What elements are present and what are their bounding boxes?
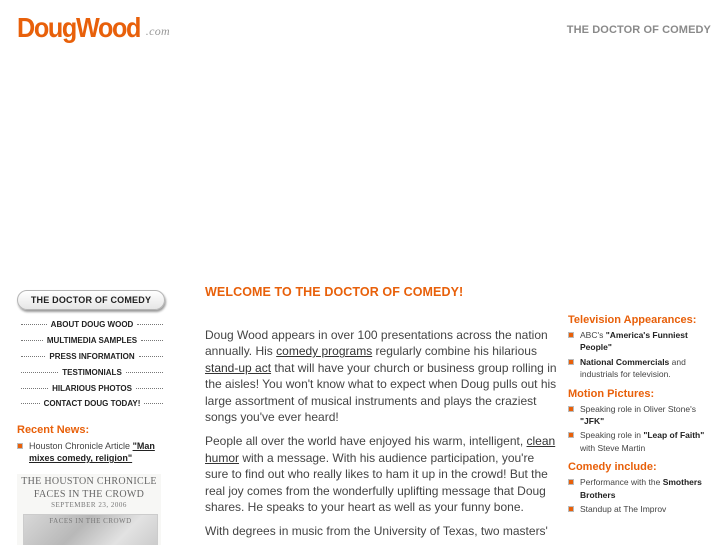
credits-column [568,312,716,521]
main-content [205,327,557,545]
nav-dots-right [144,403,163,404]
page-title: WELCOME TO THE DOCTOR OF COMEDY! [205,285,464,299]
logo-suffix: .com [145,24,170,38]
header-tagline: THE DOCTOR OF COMEDY [566,24,711,36]
nav-dots-left [21,340,43,341]
nav-item-label[interactable]: HILARIOUS PHOTOS [52,383,132,393]
p1-text-b: regularly combine his hilarious [372,344,537,359]
movie-item [568,403,716,428]
movie-item2-bold: "Leap of Faith" [643,430,705,441]
comedy-title: Comedy include: [568,461,657,474]
comedy-group [568,460,716,515]
tv-item2-text: and industrials for television. [580,356,686,380]
clipping-masthead-line1: THE HOUSTON CHRONICLE [21,476,157,487]
p1-text-c: that will have your church or business group rolling in the aisles! You won't know what to expect when Doug pulls out his large assortment of musical instruments and plays the craziest songs you've ever heard! [205,360,557,425]
second-paragraph [205,433,557,515]
movie-item2-text-c: with Steve Martin [580,442,646,453]
bullet-icon [568,479,574,485]
clean-humor-link[interactable]: clean humor [205,434,556,465]
bullet-icon [568,332,574,338]
nav-item-label[interactable]: MULTIMEDIA SAMPLES [46,336,138,346]
nav-dots-right [136,388,163,389]
intro-paragraph [205,327,557,425]
nav-item-label[interactable]: CONTACT DOUG TODAY! [43,399,141,409]
clipping-date: SEPTEMBER 23, 2006 [51,501,127,509]
nav-item-photos[interactable] [17,380,167,396]
tv-item2-bold: National Commercials [580,356,670,367]
nav-item-contact[interactable] [17,396,167,412]
bullet-icon [568,359,574,365]
site-logo[interactable] [17,10,170,42]
nav-dots-right [141,340,163,341]
sidebar-nav [17,317,167,412]
nav-item-press[interactable] [17,349,167,365]
movie-item1-text: Speaking role in Oliver Stone's [580,403,696,414]
clipping-masthead-line2: FACES IN THE CROWD [33,489,145,500]
comedy-item [568,503,716,515]
nav-item-label[interactable]: ABOUT DOUG WOOD [50,320,134,330]
comedy-item1-bold: Smothers Brothers [580,477,702,500]
comedy-programs-link[interactable]: comedy programs [276,344,373,359]
nav-item-testimonials[interactable] [17,364,167,380]
recent-news-title: Recent News: [17,424,90,436]
nav-dots-left [21,372,58,373]
bullet-icon [17,443,23,449]
tv-group [568,313,716,381]
comedy-item1-text: Performance with the [580,477,663,488]
nav-item-label[interactable]: TESTIMONIALS [62,367,122,377]
nav-dots-left [21,388,48,389]
tv-item1-bold: "America's Funniest People" [580,330,688,353]
nav-item-label[interactable]: PRESS INFORMATION [49,351,135,361]
news-item [17,440,167,464]
third-paragraph: With degrees in music from the University of Texas, two masters' [205,524,548,539]
tv-item [568,356,716,381]
comedy-item [568,476,716,501]
nav-heading[interactable]: THE DOCTOR OF COMEDY [17,290,165,310]
nav-dots-right [137,324,163,325]
clipping-caption: FACES IN THE CROWD [49,517,132,525]
nav-dots-left [21,324,47,325]
nav-dots-right [126,372,163,373]
stand-up-act-link[interactable]: stand-up act [205,360,272,375]
bullet-icon [568,432,574,438]
bullet-icon [568,406,574,412]
tv-item1-text: ABC's [580,330,606,340]
nav-dots-left [21,403,40,404]
movies-group [568,387,716,455]
tv-item [568,329,716,354]
movies-title: Motion Pictures: [568,387,655,400]
newspaper-clipping-image[interactable] [17,474,161,545]
p1-text-a: Doug Wood appears in over 100 presentations across the nation annually. His [205,328,548,359]
movie-item2-text: Speaking role in [580,430,644,441]
bullet-icon [568,506,574,512]
p2-text-b: with a message. With his audience participation, you're sure to find out who really likes to ham it up in the crowd! But the real joy comes from the wonderfully uplifting message that Doug shares. He speaks to your heart as well as your funny bone. [205,450,548,515]
nav-dots-right [139,356,163,357]
nav-item-multimedia[interactable] [17,333,167,349]
comedy-item2-text: Standup at The Improv [580,504,667,515]
news-item-source: Houston Chronicle Article [29,441,133,451]
movie-item1-bold: "JFK" [580,416,605,427]
news-article-link[interactable]: "Man mixes comedy, religion" [29,441,155,463]
clipping-photo [23,514,158,545]
tv-title: Television Appearances: [568,314,697,326]
nav-item-about[interactable] [17,317,167,333]
movie-item [568,429,716,454]
logo-wordmark: DougWood [17,12,141,43]
nav-dots-left [21,356,45,357]
p2-text-a: People all over the world have enjoyed his warm, intelligent, [205,434,527,449]
